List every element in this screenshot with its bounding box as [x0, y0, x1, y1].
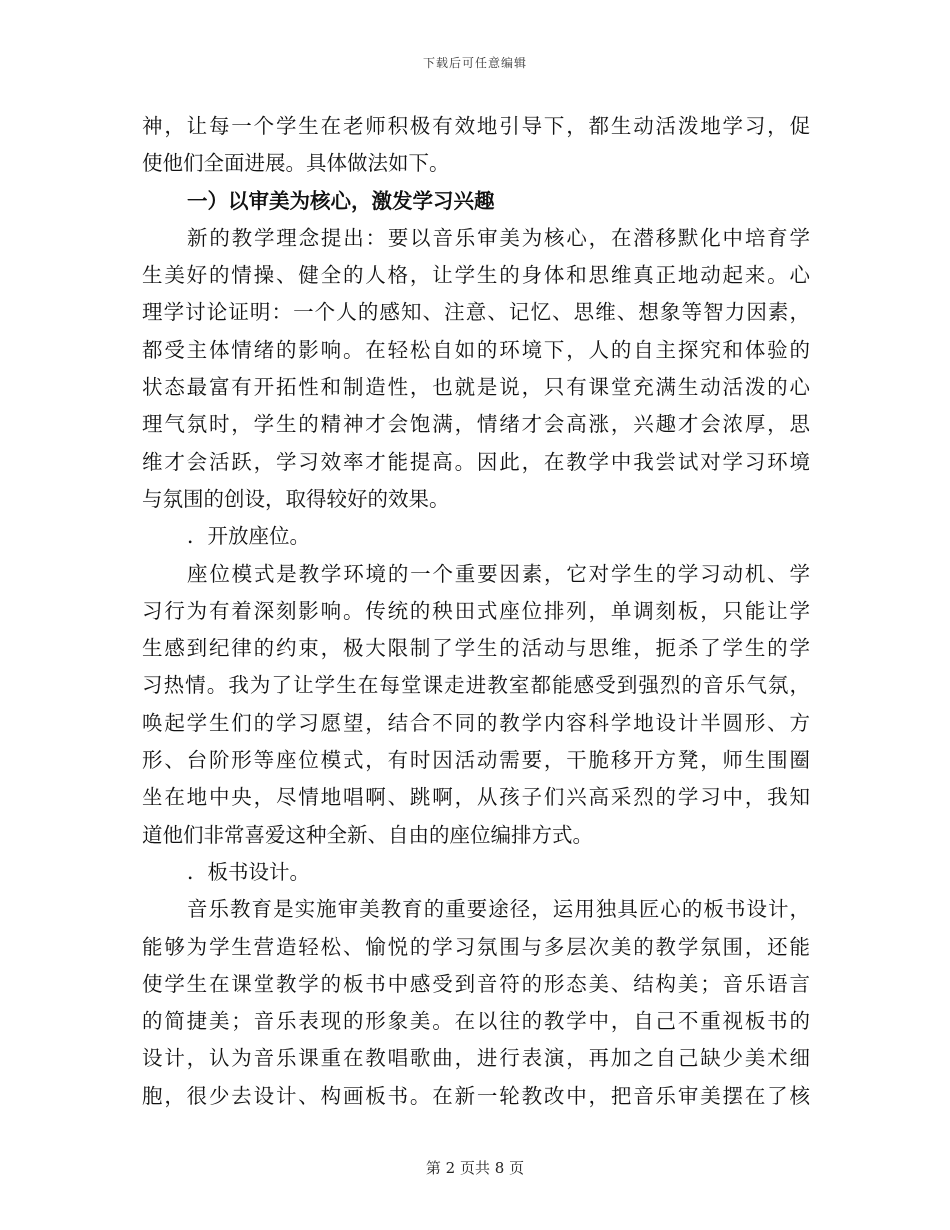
body-line: 能够为学生营造轻松、愉悦的学习氛围与多层次美的教学氛围，还能	[142, 934, 810, 959]
body-line: 座位模式是教学环境的一个重要因素，它对学生的学习动机、学	[187, 561, 810, 586]
body-line: 理学讨论证明：一个人的感知、注意、记忆、思维、想象等智力因素，	[142, 300, 810, 325]
body-line: 习热情。我为了让学生在每堂课走进教室都能感受到强烈的音乐气氛，	[142, 673, 810, 698]
body-line: 习行为有着深刻影响。传统的秧田式座位排列，单调刻板，只能让学	[142, 598, 810, 623]
body-line: 都受主体情绪的影响。在轻松自如的环境下，人的自主探究和体验的	[142, 337, 810, 362]
body-line: 使他们全面进展。具体做法如下。	[142, 151, 450, 176]
body-line: 音乐教育是实施审美教育的重要途径，运用独具匠心的板书设计，	[187, 897, 810, 922]
document-body	[142, 108, 810, 1115]
body-line: 胞，很少去设计、构画板书。在新一轮教改中，把音乐审美摆在了核	[142, 1083, 810, 1108]
body-line: 理气氛时，学生的精神才会饱满，情绪才会高涨，兴趣才会浓厚，思	[142, 412, 810, 437]
body-line: 生感到纪律的约束，极大限制了学生的活动与思维，扼杀了学生的学	[142, 636, 810, 661]
section-heading: 一）以审美为核心，激发学习兴趣	[187, 188, 495, 213]
page-header: 下载后可任意编辑	[422, 56, 527, 70]
body-line: 形、台阶形等座位模式，有时因活动需要，干脆移开方凳，师生围圈	[142, 748, 810, 773]
body-line: 的简捷美；音乐表现的形象美。在以往的教学中，自己不重视板书的	[142, 1009, 810, 1034]
page-footer: 第 2 页共 8 页	[425, 1159, 525, 1177]
body-line: 坐在地中央，尽情地唱啊、跳啊，从孩子们兴高采烈的学习中，我知	[142, 785, 810, 810]
body-line: 状态最富有开拓性和制造性，也就是说，只有课堂充满生动活泼的心	[142, 375, 810, 400]
body-line: 使学生在课堂教学的板书中感受到音符的形态美、结构美；音乐语言	[142, 971, 810, 996]
body-line: 道他们非常喜爱这种全新、自由的座位编排方式。	[142, 822, 593, 847]
body-line: 维才会活跃，学习效率才能提高。因此，在教学中我尝试对学习环境	[142, 449, 810, 474]
body-line: 唤起学生们的学习愿望，结合不同的教学内容科学地设计半圆形、方	[142, 710, 810, 735]
body-line: 新的教学理念提出：要以音乐审美为核心，在潜移默化中培育学	[187, 225, 810, 250]
body-line: 神，让每一个学生在老师积极有效地引导下，都生动活泼地学习，促	[142, 114, 810, 138]
list-item-heading: ．板书设计。	[187, 859, 310, 884]
body-line: 生美好的情操、健全的人格，让学生的身体和思维真正地动起来。心	[142, 263, 810, 288]
list-item-heading: ．开放座位。	[187, 524, 310, 549]
body-line: 设计，认为音乐课重在教唱歌曲，进行表演，再加之自己缺少美术细	[142, 1046, 810, 1071]
body-line: 与氛围的创设，取得较好的效果。	[142, 486, 450, 511]
